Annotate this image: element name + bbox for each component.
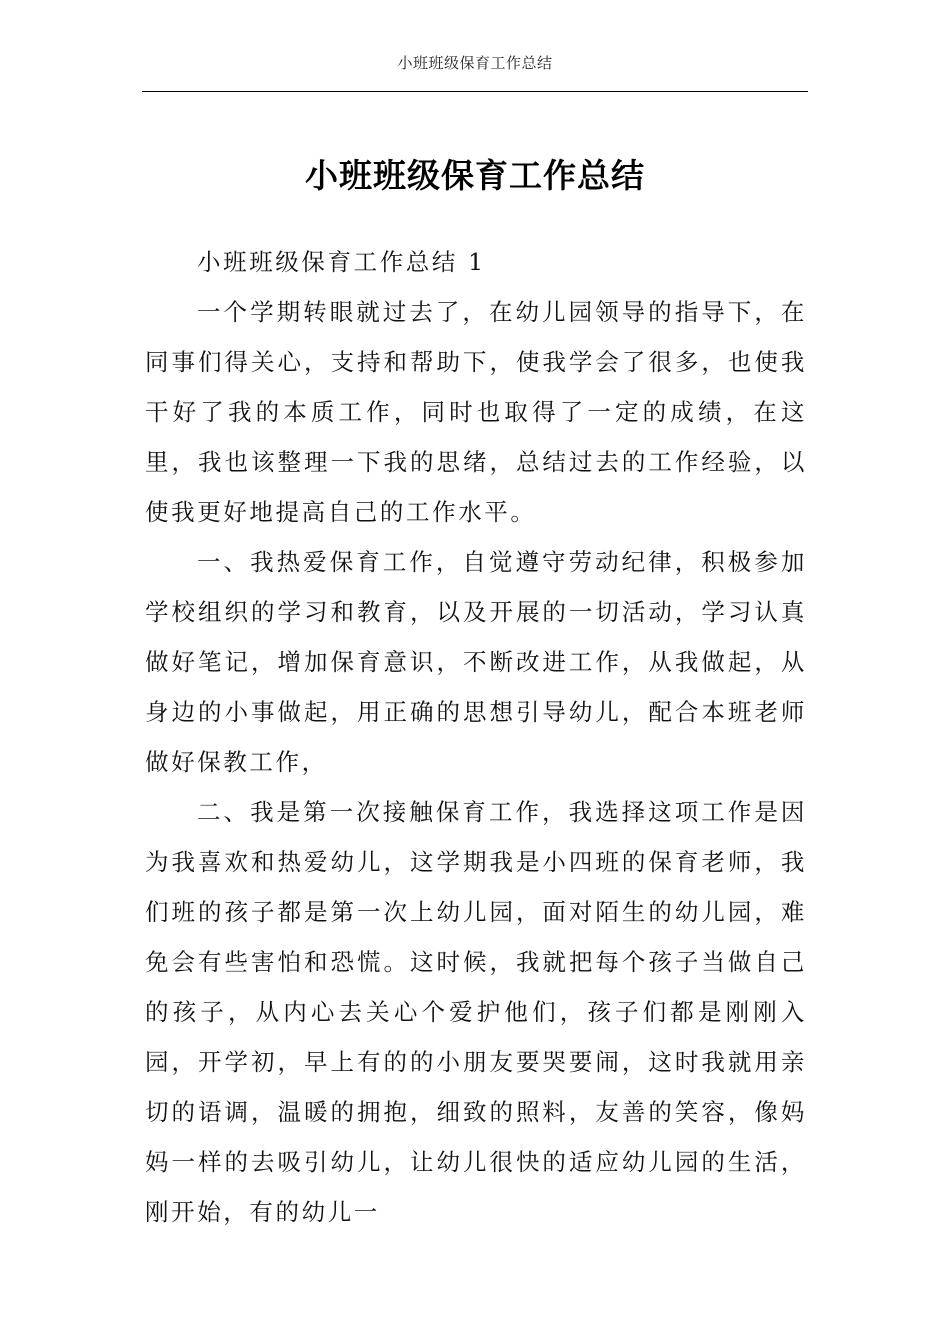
- paragraph-intro: 一个学期转眼就过去了，在幼儿园领导的指导下，在同事们得关心，支持和帮助下，使我学会了很多，也使我干好了我的本质工作，同时也取得了一定的成绩，在这里，我也该整理一下我的思绪，总结过去的工作经验，以使我更好地提高自己的工作水平。: [145, 298, 807, 526]
- document-body: [145, 237, 807, 1237]
- header-divider: [142, 91, 808, 92]
- section-subheading: 小班班级保育工作总结 1: [197, 248, 486, 276]
- paragraph-point-one: 一、我热爱保育工作，自觉遵守劳动纪律，积极参加学校组织的学习和教育，以及开展的一切活动，学习认真做好笔记，增加保育意识，不断改进工作，从我做起，从身边的小事做起，用正确的思想引导幼儿，配合本班老师做好保教工作，: [145, 548, 807, 776]
- paragraph-point-two: 二、我是第一次接触保育工作，我选择这项工作是因为我喜欢和热爱幼儿，这学期我是小四班的保育老师，我们班的孩子都是第一次上幼儿园，面对陌生的幼儿园，难免会有些害怕和恐慌。这时候，我就把每个孩子当做自己的孩子，从内心去关心个爱护他们，孩子们都是刚刚入园，开学初，早上有的的小朋友要哭要闹，这时我就用亲切的语调，温暖的拥抱，细致的照料，友善的笑容，像妈妈一样的去吸引幼儿，让幼儿很快的适应幼儿园的生活，刚开始，有的幼儿一: [145, 798, 807, 1226]
- running-header: 小班班级保育工作总结: [397, 54, 553, 72]
- document-title: 小班班级保育工作总结: [305, 156, 645, 195]
